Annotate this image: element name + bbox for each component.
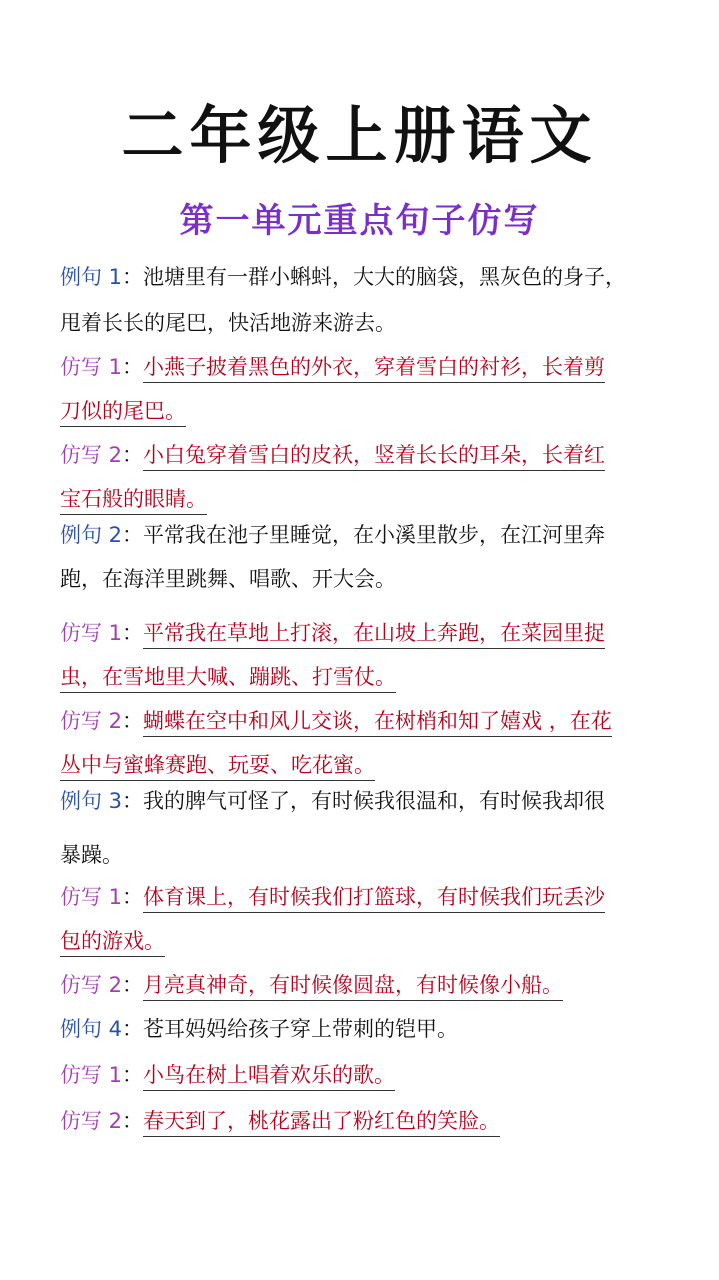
imitation-4-1-tag: 仿写 1 bbox=[60, 1063, 123, 1087]
imitation-4-1-text: 小鸟在树上唱着欢乐的歌。 bbox=[143, 1063, 395, 1091]
imitation-3-1-line-2 bbox=[60, 926, 165, 956]
imitation-2-1-line-2 bbox=[60, 662, 396, 692]
example-2-text: 平常我在池子里睡觉，在小溪里散步，在江河里奔 bbox=[143, 523, 606, 547]
example-3-text: 我的脾气可怪了，有时候我很温和，有时候我却很 bbox=[143, 789, 606, 813]
example-2-text-cont: 跑，在海洋里跳舞、唱歌、开大会。 bbox=[60, 567, 396, 591]
imitation-2-1-text-cont: 虫，在雪地里大喊、蹦跳、打雪仗。 bbox=[60, 665, 396, 693]
imitation-2-1-line-1: 仿写 1：平常我在草地上打滚，在山坡上奔跑，在菜园里捉 bbox=[60, 618, 605, 648]
example-2-line-1: 例句 2：平常我在池子里睡觉，在小溪里散步，在江河里奔 bbox=[60, 523, 606, 547]
imitation-2-2-text-cont: 丛中与蜜蜂赛跑、玩耍、吃花蜜。 bbox=[60, 753, 375, 781]
example-3-text-cont: 暴躁。 bbox=[60, 843, 123, 867]
page-subtitle: 第一单元重点句子仿写 bbox=[179, 201, 540, 241]
imitation-1-2-line-2 bbox=[60, 484, 207, 514]
imitation-2-2-line-2 bbox=[60, 750, 375, 780]
example-2-line-2 bbox=[60, 564, 396, 594]
example-3-line-1: 例句 3：我的脾气可怪了，有时候我很温和，有时候我却很 bbox=[60, 789, 606, 813]
example-1-text-cont: 甩着长长的尾巴，快活地游来游去。 bbox=[60, 311, 396, 335]
example-1-text: 池塘里有一群小蝌蚪，大大的脑袋，黑灰色的身子， bbox=[143, 265, 627, 289]
example-1-line-1: 例句 1：池塘里有一群小蝌蚪，大大的脑袋，黑灰色的身子， bbox=[60, 265, 627, 289]
example-3-tag: 例句 3 bbox=[60, 789, 123, 813]
imitation-1-2-text: 小白兔穿着雪白的皮袄，竖着长长的耳朵，长着红 bbox=[143, 443, 605, 471]
imitation-2-1-text: 平常我在草地上打滚，在山坡上奔跑，在菜园里捉 bbox=[143, 621, 605, 649]
page-title: 二年级上册语文 bbox=[121, 99, 598, 172]
imitation-2-2-tag: 仿写 2 bbox=[60, 709, 123, 733]
example-4-text: 苍耳妈妈给孩子穿上带刺的铠甲。 bbox=[143, 1017, 459, 1041]
imitation-1-1-tag: 仿写 1 bbox=[60, 355, 123, 379]
example-2-tag: 例句 2 bbox=[60, 523, 123, 547]
imitation-2-2-text: 蝴蝶在空中和风儿交谈，在树梢和知了嬉戏 ，在花 bbox=[143, 709, 612, 737]
example-1-tag: 例句 1 bbox=[60, 265, 123, 289]
imitation-4-2-text: 春天到了，桃花露出了粉红色的笑脸。 bbox=[143, 1109, 500, 1137]
imitation-4-2-line-1: 仿写 2：春天到了，桃花露出了粉红色的笑脸。 bbox=[60, 1106, 500, 1136]
imitation-3-2-text: 月亮真神奇，有时候像圆盘，有时候像小船。 bbox=[143, 973, 563, 1001]
imitation-4-2-tag: 仿写 2 bbox=[60, 1109, 123, 1133]
imitation-1-2-tag: 仿写 2 bbox=[60, 443, 123, 467]
example-1-line-2 bbox=[60, 308, 396, 338]
imitation-3-2-line-1: 仿写 2：月亮真神奇，有时候像圆盘，有时候像小船。 bbox=[60, 970, 563, 1000]
imitation-1-1-text: 小燕子披着黑色的外衣，穿着雪白的衬衫，长着剪 bbox=[143, 355, 605, 383]
imitation-3-1-line-1: 仿写 1：体育课上，有时候我们打篮球，有时候我们玩丢沙 bbox=[60, 882, 605, 912]
imitation-3-1-text: 体育课上，有时候我们打篮球，有时候我们玩丢沙 bbox=[143, 885, 605, 913]
imitation-3-1-text-cont: 包的游戏。 bbox=[60, 929, 165, 957]
imitation-1-2-line-1: 仿写 2：小白兔穿着雪白的皮袄，竖着长长的耳朵，长着红 bbox=[60, 440, 605, 470]
imitation-1-1-text-cont: 刀似的尾巴。 bbox=[60, 399, 186, 427]
imitation-4-1-line-1: 仿写 1：小鸟在树上唱着欢乐的歌。 bbox=[60, 1060, 395, 1090]
imitation-2-1-tag: 仿写 1 bbox=[60, 621, 123, 645]
imitation-1-2-text-cont: 宝石般的眼睛。 bbox=[60, 487, 207, 515]
imitation-3-2-tag: 仿写 2 bbox=[60, 973, 123, 997]
example-3-line-2 bbox=[60, 840, 123, 870]
imitation-1-1-line-1: 仿写 1：小燕子披着黑色的外衣，穿着雪白的衬衫，长着剪 bbox=[60, 352, 605, 382]
imitation-3-1-tag: 仿写 1 bbox=[60, 885, 123, 909]
example-4-tag: 例句 4 bbox=[60, 1017, 123, 1041]
example-4-line-1: 例句 4：苍耳妈妈给孩子穿上带刺的铠甲。 bbox=[60, 1017, 459, 1041]
imitation-2-2-line-1: 仿写 2：蝴蝶在空中和风儿交谈，在树梢和知了嬉戏 ，在花 bbox=[60, 706, 612, 736]
imitation-1-1-line-2 bbox=[60, 396, 186, 426]
